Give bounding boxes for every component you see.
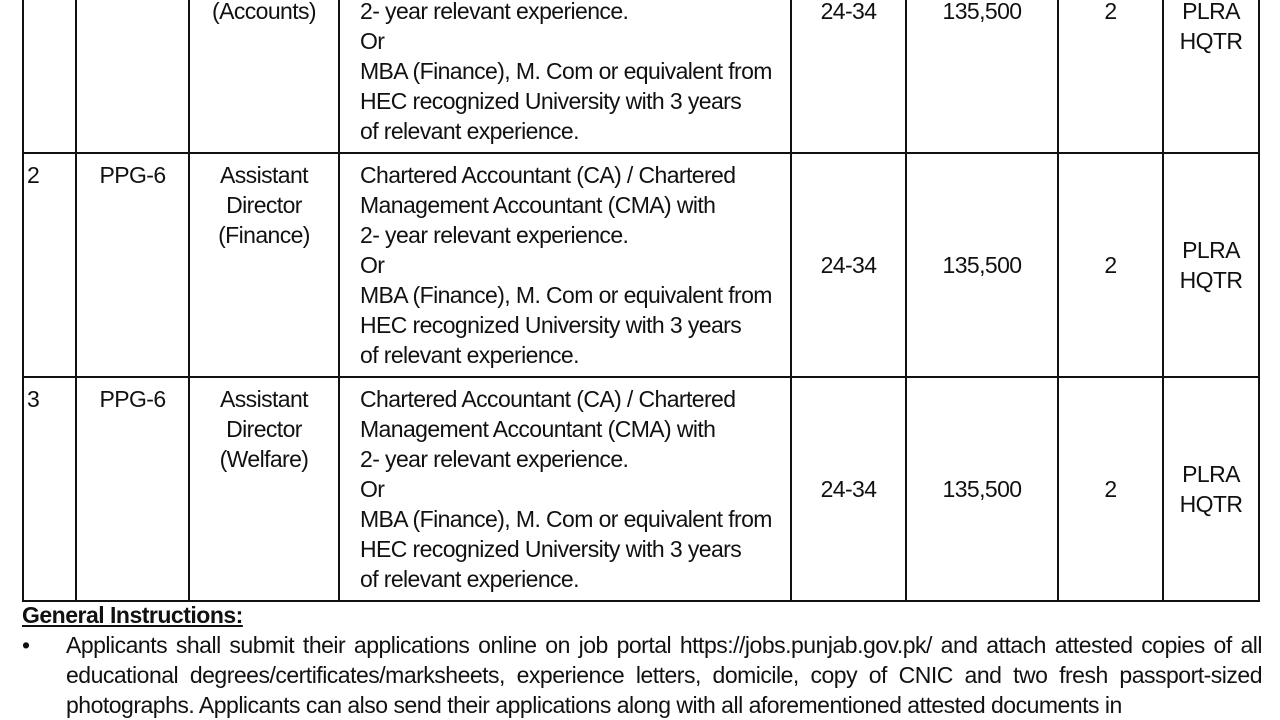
salary-cell [906,153,1058,377]
qualification-line: of relevant experience. [360,566,579,592]
general-instructions [22,600,1262,720]
salary: 135,500 [942,476,1022,502]
post-name-line: Director [226,416,302,442]
salary-cell [906,0,1058,153]
age-limit-cell [791,153,906,377]
post-name-line: Director [226,192,302,218]
qualification-line: Or [360,252,385,278]
posting-place-cell [1163,153,1259,377]
post-name-line: (Finance) [218,222,310,248]
post-name-line: (Welfare) [219,446,309,472]
age-limit: 24-34 [820,0,877,24]
instruction-text: Applicants shall submit their applications online on job portal https://jobs.punjab.gov.pk/ and attach attested copies of all educational degrees/certificates/marksheets, experience letters, domicile, copy of CNIC and two fresh passport-sized photographs. Applicants can also send their applications along with all aforementioned attested documents in [66,632,1262,718]
seats-cell [1058,377,1163,601]
post-name-cell [189,153,339,377]
bullet-icon: • [22,632,30,658]
serial-number-cell [23,153,76,377]
qualification-line: Chartered Accountant (CA) / Chartered [360,386,736,412]
age-limit-cell [791,377,906,601]
qualification-line: HEC recognized University with 3 years [360,88,742,114]
qualification-line: Or [360,476,385,502]
qualification-line: HEC recognized University with 3 years [360,312,742,338]
qualification-cell [339,153,791,377]
posting-place-line: HQTR [1179,491,1243,517]
seat-count: 2 [1104,0,1117,24]
salary-cell [906,377,1058,601]
post-name-line: (Accounts) [212,0,316,24]
job-posts-table [22,0,1260,602]
serial-number: 3 [27,386,40,412]
pay-scale-cell [76,153,189,377]
seats-cell [1058,153,1163,377]
table-body [23,0,1259,601]
post-name-cell [189,377,339,601]
pay-scale: PPG-6 [99,386,166,412]
posting-place-line: HQTR [1179,267,1243,293]
posting-place-cell [1163,0,1259,153]
seats-cell [1058,0,1163,153]
instructions-list [22,630,1262,720]
qualification-line: of relevant experience. [360,342,579,368]
post-name-cell [189,0,339,153]
age-limit: 24-34 [820,252,877,278]
qualification-line: Or [360,28,385,54]
serial-number-cell [23,377,76,601]
qualification-line: 2- year relevant experience. [360,0,629,24]
instruction-item [22,630,1262,720]
qualification-line: Management Accountant (CMA) with [360,192,716,218]
qualification-line: MBA (Finance), M. Com or equivalent from [360,58,772,84]
serial-number-cell [23,0,76,153]
age-limit: 24-34 [820,476,877,502]
qualification-line: Chartered Accountant (CA) / Chartered [360,162,736,188]
instructions-heading: General Instructions: [22,602,243,628]
age-limit-cell [791,0,906,153]
posting-place-line: HQTR [1179,28,1243,54]
table-row [23,377,1259,601]
post-name-line: Assistant [220,162,308,188]
posting-place-line: PLRA [1182,461,1240,487]
table-row [23,153,1259,377]
post-name-line: Assistant [220,386,308,412]
qualification-line: Management Accountant (CMA) with [360,416,716,442]
seat-count: 2 [1104,252,1117,278]
qualification-line: 2- year relevant experience. [360,446,629,472]
qualification-line: of relevant experience. [360,118,579,144]
serial-number: 2 [27,162,40,188]
pay-scale-cell [76,0,189,153]
pay-scale-cell [76,377,189,601]
qualification-line: MBA (Finance), M. Com or equivalent from [360,282,772,308]
posting-place-cell [1163,377,1259,601]
qualification-line: HEC recognized University with 3 years [360,536,742,562]
salary: 135,500 [942,252,1022,278]
pay-scale: PPG-6 [99,162,166,188]
qualification-line: MBA (Finance), M. Com or equivalent from [360,506,772,532]
qualification-cell [339,377,791,601]
seat-count: 2 [1104,476,1117,502]
posting-place-line: PLRA [1182,0,1240,24]
posting-place-line: PLRA [1182,237,1240,263]
qualification-line: 2- year relevant experience. [360,222,629,248]
qualification-cell [339,0,791,153]
salary: 135,500 [942,0,1022,24]
table-row [23,0,1259,153]
